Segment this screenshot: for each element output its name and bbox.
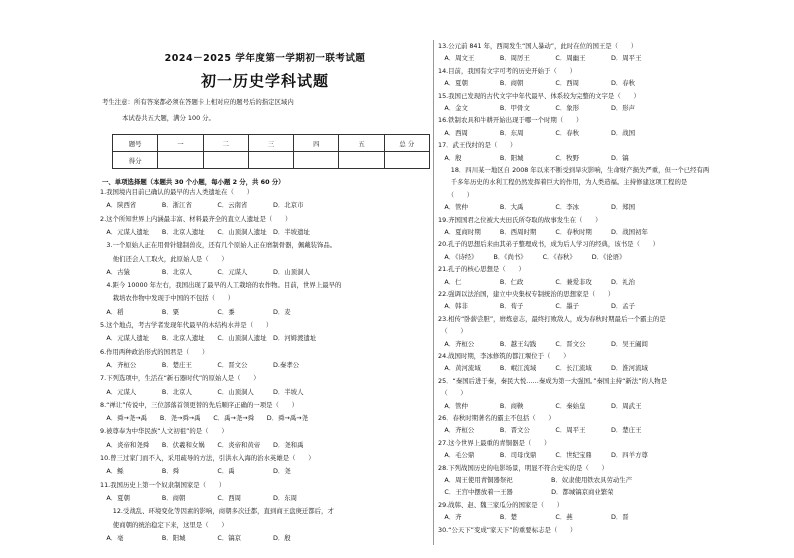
question-line: A．齐桓公 B．楚庄王 C．晋文公 D.秦孝公	[100, 360, 300, 369]
question-line: A．仁 B．仁政 C．兼爱非攻 D．礼治	[438, 277, 636, 286]
question-line: A．毛公鼎 B．司母戊鼎 C．世纪宝鼎 D．四羊方尊	[438, 451, 648, 460]
score-cell	[294, 152, 339, 169]
question-line: 27.这今世界上最重的青铜器是（ ）	[438, 438, 551, 447]
question-line: 26．春秋时期著名的霸主不包括（ ）	[438, 414, 555, 422]
question-line: 20.孔子的思想后来由其弟子整理成书，成为后人学习的经典，该书是（ ）	[438, 240, 660, 249]
question-line: A．元谋人遗址 B．北京人遗址 C．山顶洞人遗址 D．半坡遗址	[100, 227, 310, 236]
question-line: 10.曾三过家门而不入，采用疏导的方法，引洪水入海的治水英雄是（ ）	[100, 454, 315, 462]
question-line: 21.孔子的核心思想是（ ）	[438, 265, 525, 274]
question-line: 23.相传“卧薪尝胆”，磨炼意志，最终打败敌人，成为春秋时期最后一个霸主的是	[438, 314, 666, 323]
question-line: 14.目前，我国有文字可考的历史开始于（ ）	[438, 66, 576, 75]
question-line: A．齐 B．楚 C．燕 D．晋	[438, 513, 629, 522]
score-cell	[203, 152, 248, 169]
question-line: 29.战韩、赵、魏三家瓜分的国家是（ ）	[438, 500, 564, 509]
score-cell	[158, 152, 203, 169]
question-line: 7.下列选项中，生活在“新石器时代”的原始人是（ ）	[100, 374, 260, 383]
question-line: 6.作用两种政治形式的国君是（ ）	[100, 347, 209, 356]
question-line: 3.一个原始人正在用骨针缝制兽皮，还有几个原始人正在磨制骨器，佩戴装饰品。	[100, 241, 337, 250]
score-cell: 二	[203, 135, 248, 152]
question-line: A．西周 B．东周 C．春秋 D．战国	[438, 128, 636, 137]
question-line: A．元谋人 B．北京人 C．山顶洞人 D．半坡人	[100, 387, 304, 396]
score-cell	[384, 152, 429, 169]
question-line: A．亳 B．阳城 C．镐京 D．殷	[100, 533, 291, 542]
question-line: （ ）	[438, 389, 467, 398]
question-line: C．王宫中摆放着一王器 D．都城镐京商业繁荣	[438, 488, 614, 497]
question-line: A．夏商时期 B．西周时期 C．春秋时期 D．战国初年	[438, 228, 648, 236]
question-line: A．元谋人遗址 B．北京人遗址 C．山顶洞人遗址 D．河姆渡遗址	[100, 334, 317, 343]
subject-title: 初一历史学科试题	[200, 72, 329, 90]
question-line: A．殷 B．阳城 C．牧野 D．镐	[438, 153, 629, 162]
question-line: A．夏朝 B．商朝 C．西周 D．春秋	[438, 79, 636, 88]
question-line: A．黄河流域 B．岷江流域 C．长江流域 D．淮河流域	[438, 364, 648, 373]
question-line: 他们还会人工取火，此原始人是（ ）	[100, 254, 228, 263]
question-line: 使商朝的统治稳定下来，这里是（ ）	[100, 520, 228, 529]
question-line: A．周王使用青铜器祭祀 B．奴隶使用铁农具劳动生产	[438, 476, 633, 484]
score-cell: 题号	[113, 135, 158, 152]
question-line: 25．“秦国后进于秦，秦民大悦……秦成为第一大强国。”秦国主持“新法”的人物是	[438, 376, 668, 385]
question-line: 24.战国时期，李冰修筑的都江堰位于（ ）	[438, 352, 570, 360]
question-line: A．周文王 B．周厉王 C．周幽王 D．周平王	[438, 54, 642, 63]
score-value-row	[113, 152, 430, 169]
question-line: A．舜→尧→禹 B．尧→舜→禹 C．禹→尧→舜 D．舜→禹→尧	[100, 414, 308, 423]
score-cell: 四	[294, 135, 339, 152]
question-line: 22.强调以法治国，建立中央集权专制统治的思想家是（ ）	[438, 290, 615, 298]
question-line: （ ）	[438, 327, 467, 336]
section-heading: 一、单项选择题（本题共 30 个小题，每小题 2 分，共 60 分）	[102, 178, 285, 186]
question-line: 30.“公天下”变成“家天下”的重要标志是（ ）	[438, 525, 577, 534]
question-line: 19.齐国国君之位被大夫田氏所夺取的故事发生在（ ）	[438, 215, 602, 224]
score-cell: 五	[339, 135, 384, 152]
question-line: A．管仲 B．商鞅 C．秦始皇 D．周武王	[438, 401, 642, 410]
question-line: A．稻 B．粟 C．黍 D．麦	[100, 307, 291, 316]
question-line: 8.“禅让”传说中，三位部落首领更替的先后顺序正确的一项是（ ）	[100, 400, 299, 409]
question-line: 11.我国历史上第一个奴隶制国家是（ ）	[100, 480, 226, 489]
question-line: A．齐桓公 B．晋文公 C．周平王 D．楚庄王	[438, 426, 642, 435]
exam-title: 2024－2025 学年度第一学期初一联考试题	[164, 53, 366, 64]
question-line: 1.我国境内目前已确认的最早的古人类遗址在（ ）	[100, 188, 254, 196]
question-line: 4.距今 10000 年左右，我国出现了最早的人工栽培的农作物。目前，世界上最早的	[100, 281, 342, 290]
score-table	[112, 134, 430, 169]
score-cell	[248, 152, 293, 169]
question-line: 15.我国已发现的古代文字中年代最早、体系较为完整的文字是（ ）	[438, 91, 640, 100]
question-line: 17．武王伐纣的是（ ）	[438, 141, 517, 150]
question-line: A．《诗经》 B．《尚书》 C．《春秋》 D．《论语》	[438, 252, 626, 261]
score-cell: 一	[158, 135, 203, 152]
question-line: A．管仲 B．大禹 C．李冰 D．郑国	[438, 203, 636, 212]
question-line: 12.受战乱、环境变化等因素的影响，商朝多次迁都，直到商王盘庚迁都后，才	[100, 507, 334, 516]
question-line: 13.公元前 841 年，西周发生“国人暴动”，此时在位的国王是（ ）	[438, 42, 638, 50]
score-cell: 总 分	[384, 135, 429, 152]
score-cell: 三	[248, 135, 293, 152]
question-line: A．古猿 B．北京人 C．元谋人 D．山顶洞人	[100, 267, 310, 276]
score-header-row	[113, 135, 430, 152]
question-line: 栽培农作物中发现于中国的不包括（ ）	[100, 294, 235, 303]
question-line: A．齐桓公 B．越王勾践 C．晋文公 D．吴王阖闾	[438, 339, 648, 348]
question-line: 5.这个地点，考古学者发现年代最早的木结构水井是（ ）	[100, 321, 273, 329]
notice-line: 本试卷共五大题，满分 100 分。	[122, 114, 215, 122]
score-cell	[339, 152, 384, 169]
question-line: 16.铁制农具和牛耕开始出现于哪一个时期（ ）	[438, 116, 583, 125]
question-line: 28.下列战国历史的电影场景，明显不符合史实的是（ ）	[438, 463, 608, 472]
question-line: A．金文 B．甲骨文 C．象形 D．形声	[438, 104, 636, 112]
column-divider	[433, 40, 434, 545]
notice-line: 考生注意：所有答案都必须在答题卡上相对应的题号后的指定区域内	[102, 98, 294, 106]
question-line: 2.这个所知世界上内涵最丰富、材料最齐全的直立人遗址是（ ）	[100, 214, 292, 223]
question-line: A．鲧 B．舜 C．禹 D．尧	[100, 467, 291, 476]
question-line: （ ）	[438, 190, 474, 199]
question-line: A．炎帝和尧舜 B．伏羲和女娲 C．炎帝和黄帝 D．尧和禹	[100, 440, 304, 449]
score-cell: 得分	[113, 152, 158, 169]
question-line: 9.被尊奉为中华民族“人文初祖”的是（ ）	[100, 427, 228, 436]
question-line: 千多年历史的水利工程仍然发挥着巨大的作用，为人类造福。主持修建这项工程的是	[438, 178, 688, 187]
question-line: A．陕西省 B．浙江省 C．云南省 D．北京市	[100, 201, 304, 210]
question-line: A．韩非 B．荀子 C．墨子 D．孟子	[438, 302, 636, 311]
question-line: 18．四川某一地区自 2008 年以来不断受到旱灾影响，生命财产损失严重，但一个已经有两	[438, 166, 710, 174]
question-line: A．夏朝 B．商朝 C．西周 D．东周	[100, 493, 298, 502]
